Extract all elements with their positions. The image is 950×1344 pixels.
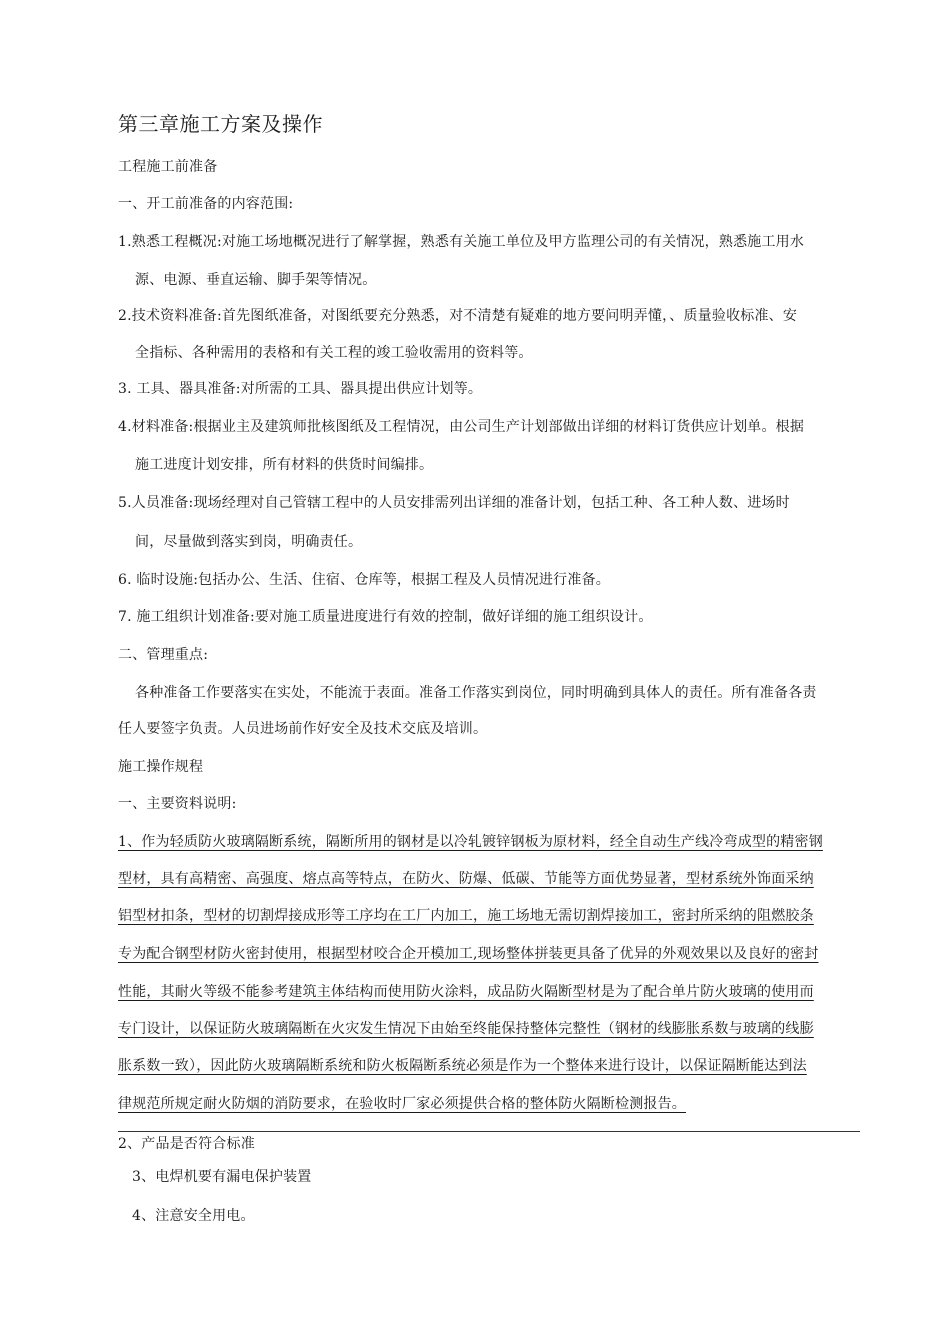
chapter-title: 第三章施工方案及操作 [118,112,323,136]
list-item-7: 7. 施工组织计划准备:要对施工质量进度进行有效的控制，做好详细的施工组织设计。 [118,609,653,625]
list-item-4-line-1: 4.材料准备:根据业主及建筑师批核图纸及工程情况，由公司生产计划部做出详细的材料订货供应计划单。根据 [118,419,805,435]
list-item-3: 3. 工具、器具准备:对所需的工具、器具提出供应计划等。 [118,381,483,397]
materials-paragraph-line-2: 型材，具有高精密、高强度、熔点高等特点，在防火、防爆、低碳、节能等方面优势显著，型材系统外饰面采纳 [118,871,814,887]
subsection-heading-management: 二、管理重点: [118,647,209,663]
list-item-5-line-2: 间，尽量做到落实到岗，明确责任。 [135,534,363,550]
list-item-1-line-2: 源、电源、垂直运输、脚手架等情况。 [135,272,377,288]
procedure-item-2: 2、产品是否符合标准 [118,1136,255,1152]
materials-paragraph-line-6: 专门设计，以保证防火玻璃隔断在火灾发生情况下由始至终能保持整体完整性（钢材的线膨胀系数与玻璃的线膨 [118,1021,814,1037]
list-item-1-line-1: 1.熟悉工程概况:对施工场地概况进行了解掌握，熟悉有关施工单位及甲方监理公司的有关情况，熟悉施工用水 [118,234,805,250]
list-item-2-line-2: 全指标、各种需用的表格和有关工程的竣工验收需用的资料等。 [135,345,533,361]
list-item-5-line-1: 5.人员准备:现场经理对自己管辖工程中的人员安排需列出详细的准备计划，包括工种、各工种人数、进场时 [118,495,790,511]
management-paragraph-line-1: 各种准备工作要落实在实处，不能流于表面。准备工作落实到岗位，同时明确到具体人的责任。所有准备各责 [135,685,817,701]
list-item-6: 6. 临时设施:包括办公、生活、住宿、仓库等，根据工程及人员情况进行准备。 [118,572,610,588]
section-heading-procedures: 施工操作规程 [118,759,204,775]
materials-paragraph-line-5: 性能，其耐火等级不能参考建筑主体结构而使用防火涂料，成品防火隔断型材是为了配合单片防火玻璃的使用而 [118,984,814,1000]
materials-paragraph-line-3: 铝型材扣条，型材的切割焊接成形等工序均在工厂内加工，施工场地无需切割焊接加工，密封所采纳的阻燃胶条 [118,908,814,924]
materials-paragraph-line-4: 专为配合钢型材防火密封使用，根据型材咬合企开模加工,现场整体拼装更具备了优异的外观效果以及良好的密封 [118,946,819,962]
materials-paragraph-line-1: 1、作为轻质防火玻璃隔断系统，隔断所用的钢材是以冷轧镀锌钢板为原材料，经全自动生产线冷弯成型的精密钢 [118,834,823,850]
subsection-heading-scope: 一、开工前准备的内容范围: [118,196,294,212]
materials-paragraph-line-8: 律规范所规定耐火防烟的消防要求，在验收时厂家必须提供合格的整体防火隔断检测报告。 [118,1096,686,1112]
list-item-4-line-2: 施工进度计划安排，所有材料的供货时间编排。 [135,457,434,473]
management-paragraph-line-2: 任人要签字负责。人员进场前作好安全及技术交底及培训。 [118,721,488,737]
horizontal-rule [118,1131,860,1132]
materials-paragraph-line-7: 胀系数一致），因此防火玻璃隔断系统和防火板隔断系统必须是作为一个整体来进行设计，以保证隔断能达到法 [118,1058,807,1074]
section-heading-preparation: 工程施工前准备 [118,159,218,175]
list-item-2-line-1: 2.技术资料准备:首先图纸准备，对图纸要充分熟悉，对不清楚有疑难的地方要问明弄懂，、质量验收标准、安 [118,308,798,324]
procedure-item-3: 3、电焊机要有漏电保护装置 [132,1169,312,1185]
procedure-item-4: 4、注意安全用电。 [132,1208,255,1224]
subsection-heading-materials: 一、主要资料说明: [118,796,237,812]
